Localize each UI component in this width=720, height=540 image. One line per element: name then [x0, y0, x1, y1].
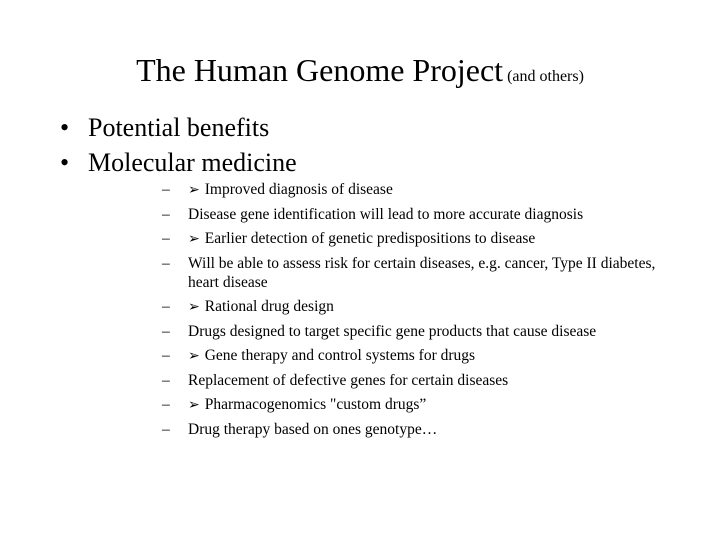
sub-item — [162, 254, 662, 292]
sub-item-text: Disease gene identification will lead to more accurate diagnosis — [188, 206, 584, 223]
sub-item-text: Drugs designed to target specific gene products that cause disease — [188, 323, 597, 340]
sub-item-text: Will be able to assess risk for certain diseases, e.g. cancer, Type II diabetes, heart disease — [188, 255, 656, 291]
dash-icon: – — [162, 206, 170, 223]
sub-item — [162, 297, 662, 317]
bullet-label: Molecular medicine — [88, 148, 297, 177]
arrow-bullet-icon: ➢ — [188, 398, 200, 413]
title-subtext: (and others) — [507, 68, 584, 85]
arrow-bullet-icon: ➢ — [188, 232, 200, 247]
bullet-list — [60, 110, 660, 180]
arrow-bullet-icon: ➢ — [188, 183, 200, 198]
dash-icon: – — [162, 396, 170, 413]
sub-item-text: Replacement of defective genes for certain diseases — [188, 372, 509, 389]
bullet-dot-icon: • — [60, 113, 70, 142]
dash-icon: – — [162, 372, 170, 389]
dash-icon: – — [162, 255, 170, 272]
sub-item-text: Pharmacogenomics "custom drugs” — [204, 396, 427, 413]
dash-icon: – — [162, 298, 170, 315]
sub-item-text: Earlier detection of genetic predispositions to disease — [204, 230, 536, 247]
dash-icon: – — [162, 230, 170, 247]
dash-icon: – — [162, 323, 170, 340]
sub-item — [162, 346, 662, 366]
sub-item-text: Gene therapy and control systems for drugs — [204, 347, 476, 364]
sub-item-text: Improved diagnosis of disease — [204, 181, 393, 198]
sub-item — [162, 395, 662, 415]
arrow-bullet-icon: ➢ — [188, 300, 200, 315]
sub-item — [162, 180, 662, 200]
dash-icon: – — [162, 347, 170, 364]
sub-item — [162, 205, 662, 224]
bullet-dot-icon: • — [60, 148, 70, 177]
sub-item — [162, 420, 662, 439]
sub-item — [162, 229, 662, 249]
bullet-item — [60, 145, 660, 180]
sub-item — [162, 322, 662, 341]
slide-title — [0, 50, 720, 97]
sub-item — [162, 371, 662, 390]
dash-icon: – — [162, 421, 170, 438]
sub-item-text: Rational drug design — [204, 298, 334, 315]
bullet-item — [60, 110, 660, 145]
title-main: The Human Genome Project — [136, 52, 504, 88]
bullet-label: Potential benefits — [88, 113, 270, 142]
dash-icon: – — [162, 181, 170, 198]
arrow-bullet-icon: ➢ — [188, 349, 200, 364]
sub-item-text: Drug therapy based on ones genotype… — [188, 421, 438, 438]
sub-item-list — [162, 180, 662, 444]
